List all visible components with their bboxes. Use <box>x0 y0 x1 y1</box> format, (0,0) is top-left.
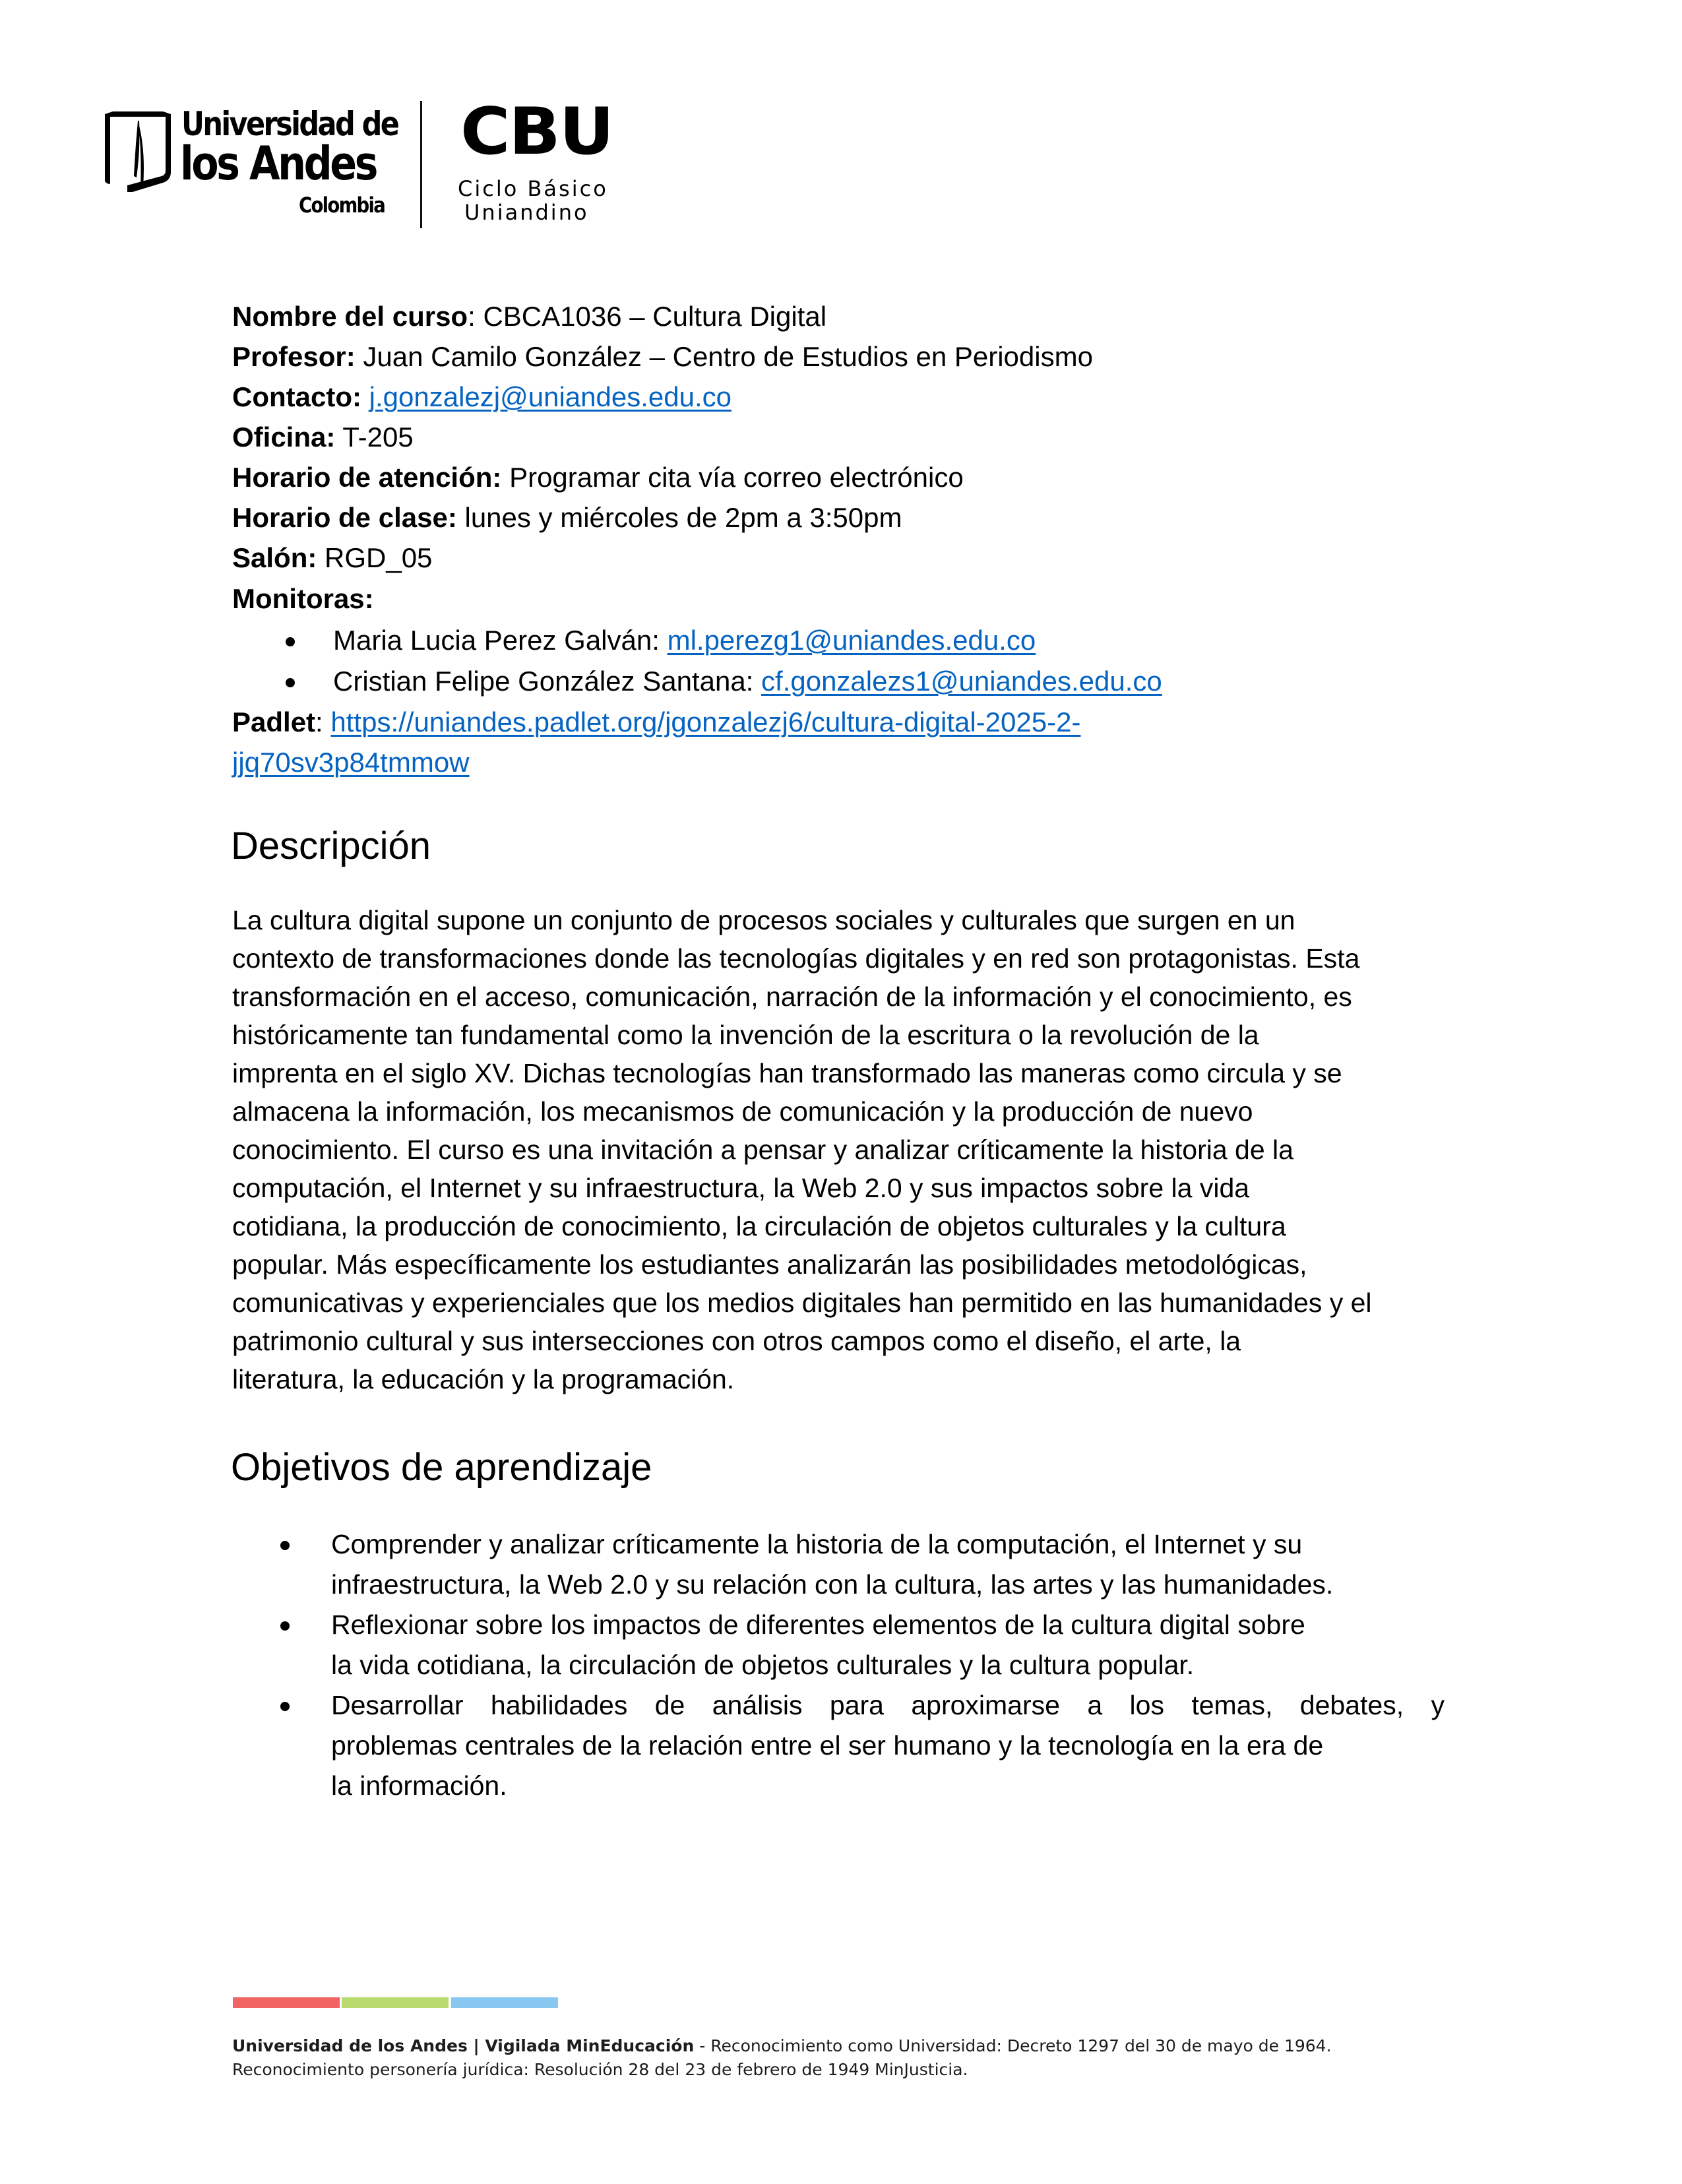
course-name-row <box>232 300 826 333</box>
class-schedule-row <box>232 501 902 534</box>
objective-line: la información. <box>331 1770 507 1801</box>
class-schedule-label: Horario de clase: <box>232 502 457 533</box>
footer-recognition: - Reconocimiento como Universidad: Decreto 1297 del 30 de mayo de 1964. <box>694 2036 1332 2055</box>
bullet-icon <box>286 678 295 687</box>
cbu-logo <box>455 94 613 231</box>
monitor-item <box>333 665 1162 698</box>
description-line: cotidiana, la producción de conocimiento, la circulación de objetos culturales y la cultura <box>232 1211 1286 1241</box>
office-value: T-205 <box>335 421 414 452</box>
office-hours-label: Horario de atención: <box>232 462 502 493</box>
bullet-icon <box>280 1541 290 1550</box>
description-line: históricamente tan fundamental como la invención de la escritura o la revolución de la <box>232 1020 1259 1050</box>
course-name-label: Nombre del curso <box>232 301 468 332</box>
description-line: patrimonio cultural y sus intersecciones con otros campos como el diseño, el arte, la <box>232 1326 1241 1356</box>
footer-color-bar-green <box>342 1997 449 2008</box>
footer-color-bar-blue <box>451 1997 558 2008</box>
cbu-subtitle-line2: Uniandino <box>464 200 589 225</box>
description-line: literatura, la educación y la programación. <box>232 1364 735 1394</box>
professor-label: Profesor: <box>232 341 356 372</box>
bullet-icon <box>280 1621 290 1631</box>
padlet-sep: : <box>315 706 331 737</box>
description-line: contexto de transformaciones donde las tecnologías digitales y en red son protagonistas. Esta <box>232 943 1360 974</box>
monitors-row <box>232 582 374 615</box>
padlet-link[interactable]: https://uniandes.padlet.org/jgonzalezj6/cultura-digital-2025-2- <box>330 706 1081 737</box>
room-value: RGD_05 <box>317 542 433 573</box>
footer-line2: Reconocimiento personería jurídica: Resolución 28 del 23 de febrero de 1949 MinJusticia. <box>232 2060 968 2079</box>
university-name-line1: Universidad de <box>181 105 398 143</box>
padlet-row <box>232 706 1080 739</box>
course-name-value: CBCA1036 – Cultura Digital <box>483 301 827 332</box>
professor-row <box>232 340 1093 373</box>
footer-institution: Universidad de los Andes | Vigilada MinEducación <box>232 2036 695 2055</box>
description-heading: Descripción <box>231 825 431 867</box>
office-row <box>232 421 414 454</box>
contact-row <box>232 381 732 414</box>
logo-divider <box>420 101 422 228</box>
objective-line: Comprender y analizar críticamente la historia de la computación, el Internet y su <box>331 1529 1303 1559</box>
monitor-item <box>333 624 1036 657</box>
cbu-subtitle-line1: Ciclo Básico <box>458 176 608 201</box>
uniandes-shield-icon <box>102 109 173 195</box>
office-hours-value: Programar cita vía correo electrónico <box>501 462 964 493</box>
monitor-name: Maria Lucia Perez Galván: <box>333 625 668 656</box>
university-country: Colombia <box>299 193 385 218</box>
padlet-row-cont <box>232 746 470 779</box>
uniandes-logo <box>99 99 398 231</box>
objectives-heading: Objetivos de aprendizaje <box>231 1446 652 1489</box>
room-label: Salón: <box>232 542 317 573</box>
padlet-link-cont[interactable]: jjq70sv3p84tmmow <box>232 747 470 778</box>
footer-line1 <box>232 2036 1332 2057</box>
description-line: computación, el Internet y su infraestructura, la Web 2.0 y sus impactos sobre la vida <box>232 1173 1250 1203</box>
padlet-label: Padlet <box>232 706 316 737</box>
room-row <box>232 542 432 575</box>
objective-line: Reflexionar sobre los impactos de diferentes elementos de la cultura digital sobre <box>331 1609 1305 1640</box>
description-line: La cultura digital supone un conjunto de procesos sociales y culturales que surgen en un <box>232 905 1295 935</box>
objective-line: infraestructura, la Web 2.0 y su relación con la cultura, las artes y las humanidades. <box>331 1569 1334 1600</box>
university-name-line2: los Andes <box>180 137 377 191</box>
description-line: popular. Más específicamente los estudiantes analizarán las posibilidades metodológicas, <box>232 1249 1307 1280</box>
bullet-icon <box>280 1702 290 1711</box>
objective-line: la vida cotidiana, la circulación de objetos culturales y la cultura popular. <box>331 1650 1195 1680</box>
class-schedule-value: lunes y miércoles de 2pm a 3:50pm <box>456 502 902 533</box>
office-hours-row <box>232 461 964 494</box>
monitors-label: Monitoras: <box>232 583 374 614</box>
professor-value: Juan Camilo González – Centro de Estudios en Periodismo <box>355 341 1093 372</box>
monitor-name: Cristian Felipe González Santana: <box>333 666 762 697</box>
monitor-email-link[interactable]: ml.perezg1@uniandes.edu.co <box>667 625 1036 656</box>
description-line: conocimiento. El curso es una invitación a pensar y analizar críticamente la historia de la <box>232 1135 1293 1165</box>
cbu-wordmark: CBU <box>460 94 613 170</box>
contact-label: Contacto: <box>232 381 361 412</box>
objective-line: Desarrollar habilidades de análisis para aproximarse a los temas, debates, y <box>331 1690 1445 1720</box>
bullet-icon <box>286 637 295 646</box>
footer-color-bar-red <box>233 1997 340 2008</box>
description-line: comunicativas y experienciales que los medios digitales han permitido en las humanidades y el <box>232 1288 1372 1318</box>
office-label: Oficina: <box>232 421 336 452</box>
monitor-email-link[interactable]: cf.gonzalezs1@uniandes.edu.co <box>761 666 1162 697</box>
course-name-sep: : <box>468 301 483 332</box>
objective-line: problemas centrales de la relación entre el ser humano y la tecnología en la era de <box>331 1730 1324 1761</box>
description-line: transformación en el acceso, comunicación, narración de la información y el conocimiento, es <box>232 982 1352 1012</box>
description-line: almacena la información, los mecanismos de comunicación y la producción de nuevo <box>232 1096 1253 1127</box>
contact-email-link[interactable]: j.gonzalezj@uniandes.edu.co <box>369 381 732 412</box>
description-line: imprenta en el siglo XV. Dichas tecnologías han transformado las maneras como circula y se <box>232 1058 1342 1088</box>
